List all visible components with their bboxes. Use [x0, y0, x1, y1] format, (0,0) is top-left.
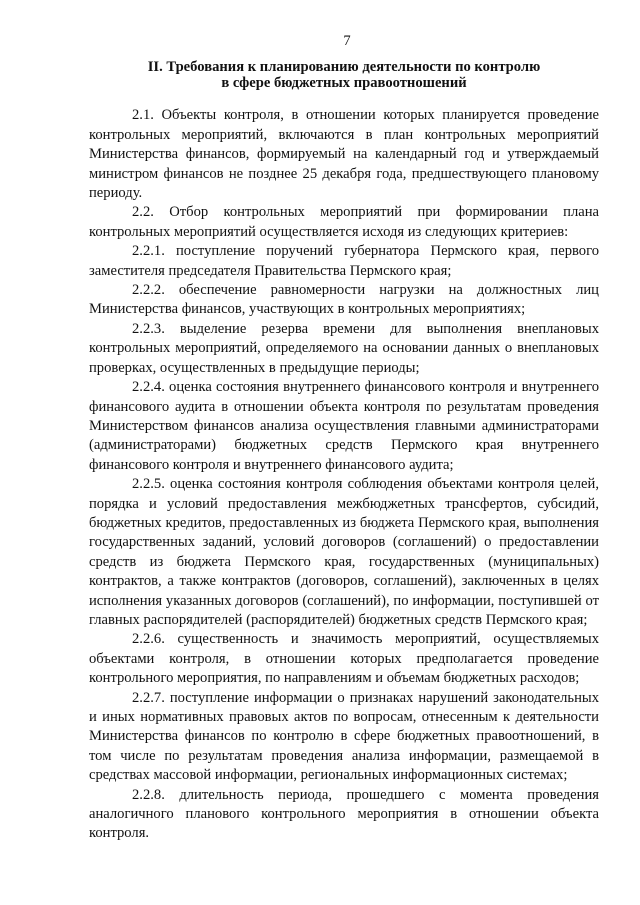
section-heading	[89, 60, 599, 91]
paragraph-2-2-2: 2.2.2. обеспечение равномерности нагрузки на должностных лиц Министерства финансов, участвующих в контрольных мероприятиях;	[89, 282, 599, 318]
paragraph-2-2-4: 2.2.4. оценка состояния внутреннего финансового контроля и внутреннего финансового аудита в отношении объекта контроля по результатам проведения Министерством финансов анализа осуществления главными администраторами (администраторами) бюджетных средств Пермского края внутреннего финансового контроля и внутреннего финансового аудита;	[89, 379, 599, 473]
paragraph-2-2-8: 2.2.8. длительность периода, прошедшего с момента проведения аналогичного планового контрольного мероприятия в отношении объекта контроля.	[89, 786, 599, 842]
page-number: 7	[343, 33, 351, 49]
section-heading-line-1: II. Требования к планированию деятельности по контролю	[147, 59, 541, 76]
paragraph-2-2-1: 2.2.1. поступление поручений губернатора Пермского края, первого заместителя председателя Правительства Пермского края;	[89, 243, 599, 279]
paragraph-2-2-5: 2.2.5. оценка состояния контроля соблюдения объектами контроля целей, порядка и условий предоставления межбюджетных трансфертов, субсидий, бюджетных кредитов, предоставленных из бюджета Пермского края, выполнения государственных заданий, условий договоров (соглашений) о предоставлении средств из бюджета Пермского края, государственных (муниципальных) контрактов, а также контрактов (договоров, соглашений), заключенных в целях исполнения указанных договоров (соглашений), по информации, поступившей от главных распорядителей (распорядителей) бюджетных средств Пермского края;	[89, 476, 599, 628]
section-heading-line-2: в сфере бюджетных правоотношений	[221, 74, 467, 91]
paragraph-2-2-6: 2.2.6. существенность и значимость мероприятий, осуществляемых объектами контроля, в отношении которых предполагается проведение контрольного мероприятия, по направлениям и объемам бюджетных расходов;	[89, 631, 599, 687]
paragraph-2-2: 2.2. Отбор контрольных мероприятий при формировании плана контрольных мероприятий осуществляется исходя из следующих критериев:	[89, 204, 599, 240]
paragraph-2-2-3: 2.2.3. выделение резерва времени для выполнения внеплановых контрольных мероприятий, определяемого на основании данных о внеплановых проверках, осуществленных в предыдущие периоды;	[89, 320, 599, 376]
paragraph-2-1: 2.1. Объекты контроля, в отношении которых планируется проведение контрольных мероприятий, включаются в план контрольных мероприятий Министерства финансов, формируемый на календарный год и утверждаемый министром финансов не позднее 25 декабря года, предшествующего плановому периоду.	[89, 107, 599, 202]
paragraph-2-2-7: 2.2.7. поступление информации о признаках нарушений законодательных и иных нормативных правовых актов по вопросам, отнесенным к деятельности Министерства финансов по контролю в сфере бюджетных правоотношений, в том числе по результатам проведения анализа информации, размещаемой в средствах массовой информации, региональных информационных системах;	[89, 689, 599, 784]
